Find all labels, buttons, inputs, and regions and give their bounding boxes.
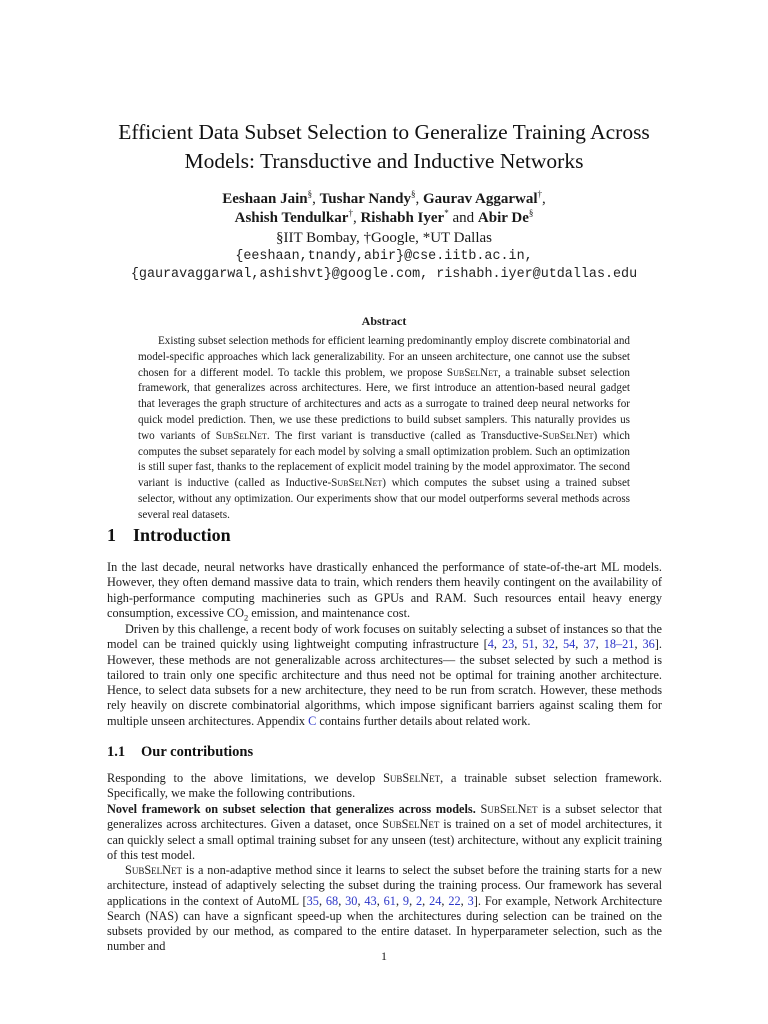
- citation-link[interactable]: 36: [642, 637, 655, 652]
- section-number: 1: [107, 525, 116, 545]
- paragraph-text: Driven by this challenge, a recent body of work focuses on suitably selecting a subset of instances so that the model can be trained quickly using lightweight computing infrastructure [: [107, 622, 662, 652]
- author-name: Eeshaan Jain: [222, 191, 308, 207]
- paper-title: [60, 118, 708, 176]
- author-mark: †: [537, 189, 543, 199]
- citation-link[interactable]: 61: [383, 893, 396, 908]
- method-name: SubSelNet: [446, 366, 499, 379]
- method-name: SubSelNet: [480, 802, 538, 816]
- email-line-1: {eeshaan,tnandy,abir}@cse.iitb.ac.in,: [235, 249, 533, 264]
- abstract-text: . The first variant is transductive (called as Transductive-: [266, 429, 543, 442]
- paragraph-text: ]. For example, Network Architecture Search (NAS) can have a signficant speed-up when the architectures during selection can be trained on the subsets provided by our method, as compared to the entire dataset. In hyperparameter selection, such as the number and: [107, 893, 663, 954]
- citation-link[interactable]: 54: [563, 637, 576, 652]
- affiliation: †Google,: [363, 230, 423, 246]
- citation-link[interactable]: 3: [467, 893, 474, 908]
- paragraph-text: , a trainable subset selection framework. Specifically, we make the following contributions.: [107, 771, 662, 801]
- author-mark: §: [307, 189, 313, 199]
- abstract-text: ) which computes the subset using a trained subset selector, without any optimization. Our experiments show that our model outperforms several methods across several real datasets.: [138, 477, 630, 521]
- author-name: Tushar Nandy: [319, 191, 411, 207]
- author-mark: §: [528, 208, 534, 218]
- citation-link[interactable]: 35: [306, 893, 319, 908]
- citation-link[interactable]: 51: [522, 637, 535, 652]
- author-name: Rishabh Iyer: [360, 210, 445, 226]
- author-name: Ashish Tendulkar: [234, 210, 349, 226]
- paragraph-text: is a subset selector that generalizes across architectures. Given a dataset, once: [107, 802, 662, 832]
- citation-link[interactable]: 22: [448, 893, 461, 908]
- section-title: Our contributions: [141, 744, 254, 760]
- author-line-1: Eeshaan Jain§, Tushar Nandy§, Gaurav Aggarwal†,: [222, 189, 546, 207]
- citation-link[interactable]: 68: [325, 893, 339, 908]
- citation-link[interactable]: 23: [501, 637, 515, 652]
- subscript: 2: [243, 612, 249, 623]
- abstract-text: ) which computes the subset separately for each model by solving a small optimization problem. Such an optimization is still super fast, thanks to the replacement of explicit model training by the model approximator. The second variant is inductive (called as Inductive-: [138, 429, 630, 490]
- paragraph-text: ]. However, these methods are not generalizable across architectures— the subset selected by such a method is tailored to train only one specific architecture and thus need not be optimal for training another architecture. Hence, to select data subsets for a new architecture, they need to be run from scratch. However, these methods rely heavily on discrete combinatorial algorithms, which impose significant barriers against scaling them for multiple unseen architectures. Appendix: [107, 637, 662, 728]
- author-name: Abir De: [477, 210, 529, 226]
- contrib-paragraph-2: [107, 802, 662, 863]
- citation-link[interactable]: 30: [345, 893, 358, 908]
- section-title: Introduction: [133, 525, 231, 545]
- abstract-text: , a trainable subset selection framework, that generalizes across architectures. Here, we first introduce an attention-based neural gadget that leverages the graph structure of architectures and acts as a surrogate to trained deep neural networks for quick model prediction. Then, we use these predictions to build subset samplers. This naturally provides us two variants of: [138, 366, 630, 442]
- method-name: SubSelNet: [382, 817, 440, 832]
- email-line-2: {gauravaggarwal,ashishvt}@google.com, rishabh.iyer@utdallas.edu: [130, 267, 638, 282]
- method-name: SubSelNet: [383, 771, 441, 785]
- affiliation: §IIT Bombay,: [276, 230, 364, 246]
- author-mark: §: [410, 189, 416, 199]
- page-number: 1: [381, 949, 387, 963]
- appendix-link[interactable]: C: [308, 713, 317, 728]
- paragraph-text: In the last decade, neural networks have drastically enhanced the performance of state-of-the-art ML models. However, they often demand massive data to train, which renders them heavily contingent on the availability of high-performance computing machineries such as GPUs and RAM. Such resources entail heavy energy consumption, excessive CO: [107, 560, 662, 620]
- author-conjunction: and: [452, 210, 475, 226]
- author-mark: *: [444, 208, 449, 218]
- citation-link[interactable]: 32: [542, 637, 555, 652]
- method-name: SubSelNet: [215, 429, 267, 442]
- author-mark: †: [348, 208, 353, 218]
- contrib-paragraph-1: [107, 771, 662, 802]
- citation-link[interactable]: 2: [416, 893, 423, 908]
- method-name: SubSelNet: [125, 863, 183, 877]
- title-line-2: Models: Transductive and Inductive Networks: [184, 149, 584, 173]
- title-line-1: Efficient Data Subset Selection to Generalize Training Across: [118, 120, 650, 144]
- author-name: Gaurav Aggarwal: [422, 191, 538, 207]
- method-name: SubSelNet: [542, 429, 594, 442]
- paragraph-text: is a non-adaptive method since it learns to select the subset before the training starts for a new architecture, instead of adaptively selecting the subset during the training process. Our framework has several applications in the context of AutoML [: [107, 863, 662, 908]
- citation-link[interactable]: 24: [429, 893, 442, 908]
- paragraph-text: is trained on a set of model architectures, it can quickly select a small optimal training subset for any unseen (test) architecture, without any explicit training of this test model.: [107, 817, 663, 862]
- abstract-body: [138, 334, 630, 524]
- intro-paragraph-2: Driven by this challenge, a recent body of work focuses on suitably selecting a subset of instances so that the model can be trained quickly using lightweight computing infrastructure [4, 23, 51, 32, 54, 37, 18–21, 36]. However, these methods are not generalizable across architectures— the subset selected by such a method is tailored to train only one specific architecture and thus need not be optimal for training another architecture. Hence, to select data subsets for a new architecture, they need to be run from scratch. However, these methods rely heavily on discrete combinatorial algorithms, which impose significant barriers against scaling them for multiple unseen architectures. Appendix C contains further details about related work.: [107, 622, 662, 728]
- paragraph-text: emission, and maintenance cost.: [248, 605, 411, 620]
- contrib-paragraph-3: SubSelNet is a non-adaptive method since it learns to select the subset before the training starts for a new architecture, instead of adaptively selecting the subset during the training process. Our framework has several applications in the context of AutoML [35, 68, 30, 43, 61, 9, 2, 24, 22, 3]. For example, Network Architecture Search (NAS) can have a signficant speed-up when the architectures during selection can be trained on the subsets provided by our method, as compared to the entire dataset. In hyperparameter selection, such as the number and: [107, 863, 663, 954]
- section-number: 1.1: [107, 744, 126, 760]
- abstract-heading: Abstract: [361, 314, 407, 328]
- affiliation: *UT Dallas: [422, 230, 492, 246]
- citation-link[interactable]: 4: [487, 637, 494, 652]
- bold-lead: Novel framework on subset selection that generalizes across models.: [107, 802, 476, 816]
- abstract-text: Existing subset selection methods for efficient learning predominantly employ discrete combinatorial and model-specific approaches which lack generalizability. For an unseen architecture, one cannot use the subset chosen for a different model. To tackle this problem, we propose: [138, 335, 630, 379]
- citation-link[interactable]: 43: [364, 893, 377, 908]
- author-line-2: Ashish Tendulkar†, Rishabh Iyer* and Abir De§: [234, 208, 534, 226]
- intro-paragraph-1: [107, 560, 662, 621]
- citation-link[interactable]: 9: [402, 893, 410, 908]
- paragraph-text: contains further details about related work.: [316, 713, 531, 728]
- section-heading-contributions: [107, 744, 253, 761]
- method-name: SubSelNet: [331, 477, 383, 490]
- citation-link[interactable]: 18–21: [603, 637, 635, 652]
- affiliations: [60, 229, 708, 248]
- citation-link[interactable]: 37: [583, 637, 596, 652]
- paragraph-text: Responding to the above limitations, we develop: [107, 771, 384, 785]
- section-heading-introduction: [107, 525, 231, 546]
